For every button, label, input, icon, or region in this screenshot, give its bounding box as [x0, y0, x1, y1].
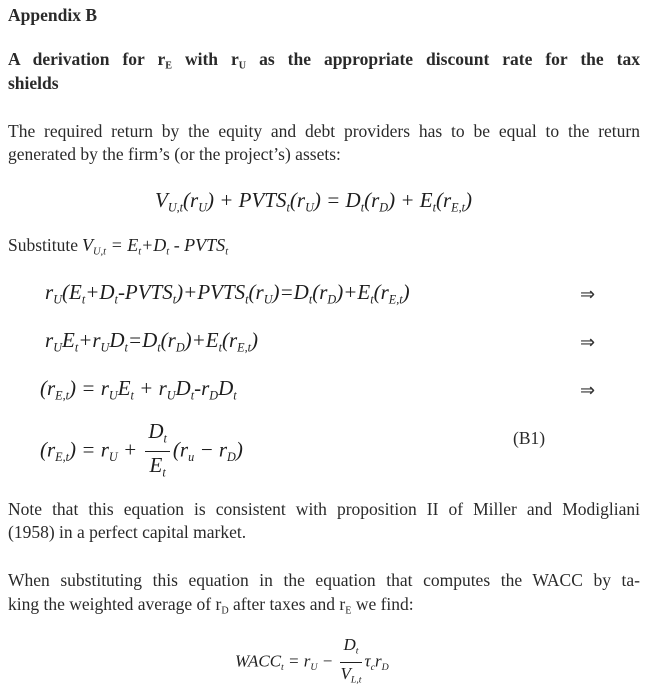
implies-arrow-2: ⇒: [580, 332, 596, 353]
derivation-step-1: $r_U(E_t+D_t-PVTS_t)+PVTS_t(r_U)=D_t(r_D)+E_t(r_{E,t})$: [45, 280, 410, 307]
derivation-step-2: $r_UE_t+r_UD_t=D_t(r_D)+E_t(r_{E,t})$: [45, 328, 259, 355]
paragraph-1-line-2: generated by the firm’s (or the project’s) assets:: [8, 144, 341, 164]
paragraph-1-line-1: The required return by the equity and debt providers has to be equal to the return: [8, 121, 640, 141]
equation-b1: $(r_{E,t}) = r_U$ + $\frac{D_t}{E_t}$ $(r_u - r_D)$: [40, 419, 243, 480]
appendix-heading: Appendix B: [8, 5, 97, 25]
substitute-label: Substitute: [8, 235, 79, 255]
section-title-line-2: shields: [8, 73, 59, 93]
substitute-statement: Substitute $V_{U,t} = E_t+D_t$ - $PVTS_t$: [8, 235, 229, 258]
derivation-step-3: $(r_{E,t}) = r_UE_t + r_UD_t-r_DD_t$: [40, 376, 237, 403]
paragraph-2-line-2: (1958) in a perfect capital market.: [8, 522, 247, 542]
equation-value-balance: $V_{U,t}(r_U)$ + $PVTS_t(r_U) = D_t(r_D) + E_t(r_{E,t})$: [155, 188, 473, 215]
paragraph-3-line-2: king the weighted average of $r_D$ after taxes and $r_E$ we find:: [8, 594, 414, 617]
equation-tag: (B1): [513, 428, 546, 448]
paragraph-2-line-1: Note that this equation is consistent with proposition II of Miller and Modigliani: [8, 499, 640, 519]
implies-arrow-1: ⇒: [580, 284, 596, 305]
section-title-line-1: A derivation for $r_E$ with $r_U$ as the appropriate discount rate for the tax: [8, 49, 640, 72]
equation-wacc: $WACC_t = r_U$ − $\frac{D_t}{V_{L,t}}$ $\tau_cr_D$: [235, 635, 389, 686]
paragraph-3-line-1: When substituting this equation in the equation that computes the WACC by ta-: [8, 570, 640, 590]
implies-arrow-3: ⇒: [580, 380, 596, 401]
